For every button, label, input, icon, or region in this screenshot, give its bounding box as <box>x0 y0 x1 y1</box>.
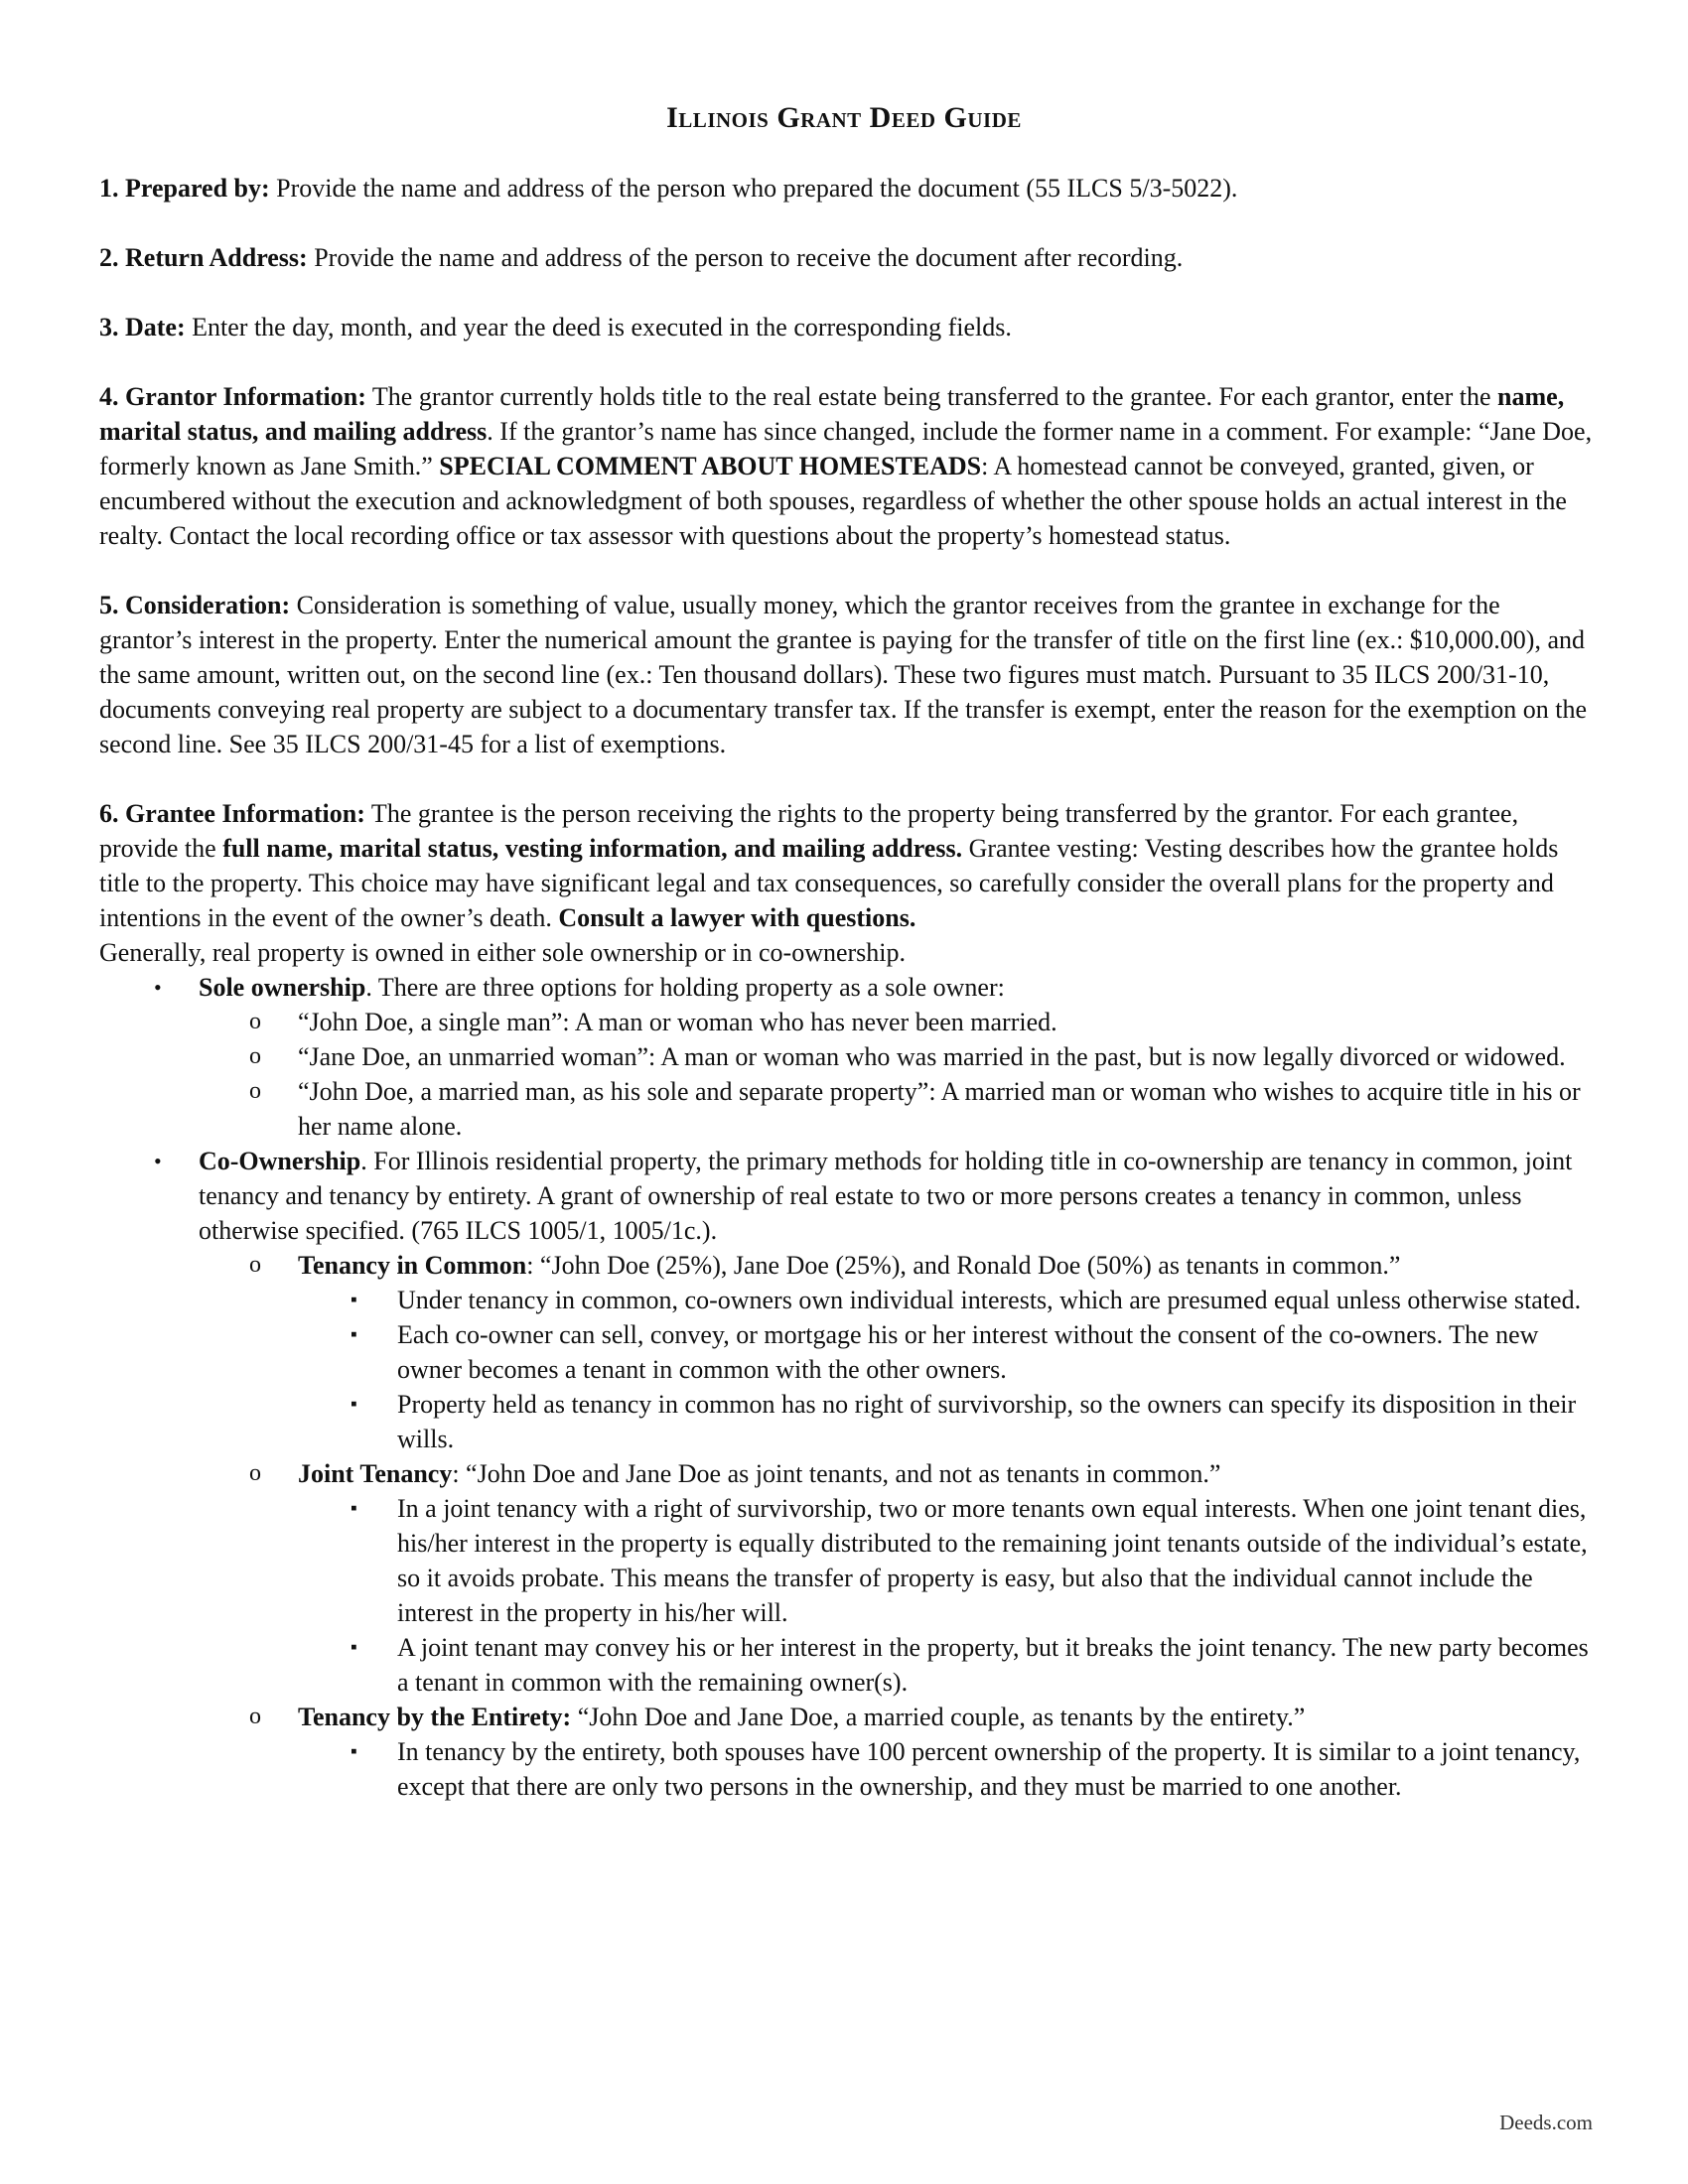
list-item-co-ownership <box>99 1144 1599 1804</box>
joint-tenancy-details <box>298 1491 1599 1700</box>
section-label: 4. Grantor Information: <box>99 382 366 411</box>
tenancy-by-entirety-details <box>298 1734 1599 1804</box>
list-item-text: Under tenancy in common, co-owners own individual interests, which are presumed equal unless otherwise stated. <box>397 1286 1582 1314</box>
section-bold-text: full name, marital status, vesting information, and mailing address. <box>222 834 963 863</box>
bullet-icon: • <box>154 975 162 1000</box>
section-text: Grantee vesting: Vesting describes how the grantee holds title to the property. This choice may have significant legal and tax consequences, so carefully consider the overall plans for the property and intentions in the event of the owner’s death. <box>99 834 1559 932</box>
list-item <box>298 1630 1599 1700</box>
circle-bullet-icon: o <box>249 1009 261 1034</box>
section-return-address <box>99 240 1599 275</box>
section-text: Provide the name and address of the person who prepared the document (55 ILCS 5/3-5022). <box>269 174 1238 203</box>
section-text: Consideration is something of value, usually money, which the grantor receives from the grantee in exchange for the grantor’s interest in the property. Enter the numerical amount the grantee is paying for the transfer of title on the first line (ex.: $10,000.00), and the same amount, written out, on the second line (ex.: Ten thousand dollars). These two figures must match. Pursuant to 35 ILCS 200/31-10, documents conveying real property are subject to a documentary transfer tax. If the transfer is exempt, enter the reason for the exemption on the second line. See 35 ILCS 200/31-45 for a list of exemptions. <box>99 591 1588 758</box>
square-bullet-icon: ▪ <box>351 1290 357 1310</box>
list-item-text: Each co-owner can sell, convey, or mortgage his or her interest without the consent of the co-owners. The new owner becomes a tenant in common with the other owners. <box>397 1320 1539 1384</box>
list-item-text: A joint tenant may convey his or her interest in the property, but it breaks the joint tenancy. The new party becomes a tenant in common with the remaining owner(s). <box>397 1633 1589 1697</box>
section-text: The grantee is the person receiving the rights to the property being transferred by the grantor. For each grantee, provide the <box>99 799 1519 863</box>
section-bold-text: name, marital status, and mailing address <box>99 382 1565 446</box>
section-text: . If the grantor’s name has since changed, include the former name in a comment. For example: “Jane Doe, formerly known as Jane Smith.” <box>99 417 1593 480</box>
list-item-label: Joint Tenancy <box>298 1459 453 1488</box>
list-item-text: Property held as tenancy in common has no right of survivorship, so the owners can specify its disposition in their wills. <box>397 1390 1577 1453</box>
ownership-list <box>99 970 1599 1804</box>
section-label: 5. Consideration: <box>99 591 291 619</box>
list-item <box>298 1387 1599 1456</box>
list-item-text: . There are three options for holding property as a sole owner: <box>365 973 1005 1002</box>
list-item <box>298 1317 1599 1387</box>
circle-bullet-icon: o <box>249 1078 261 1104</box>
circle-bullet-icon: o <box>249 1043 261 1069</box>
section-date <box>99 310 1599 344</box>
list-item-label: Sole ownership <box>199 973 366 1002</box>
list-item-label: Tenancy by the Entirety: <box>298 1703 572 1731</box>
list-item-tenancy-by-entirety <box>199 1700 1599 1804</box>
section-text: : A homestead cannot be conveyed, granted, given, or encumbered without the execution and acknowledgment of both spouses, regardless of whether the other spouse holds an actual interest in the realty. Contact the local recording office or tax assessor with questions about the property’s homestead status. <box>99 452 1567 550</box>
sole-ownership-options <box>199 1005 1599 1144</box>
footer-source: Deeds.com <box>1499 2111 1593 2134</box>
tenancy-in-common-details <box>298 1283 1599 1456</box>
section-text: The grantor currently holds title to the real estate being transferred to the grantee. For each grantor, enter the <box>365 382 1498 411</box>
list-item-tenancy-in-common <box>199 1248 1599 1456</box>
list-item <box>298 1734 1599 1804</box>
list-item-text: : “John Doe and Jane Doe as joint tenants, and not as tenants in common.” <box>452 1459 1221 1488</box>
list-item-text: In tenancy by the entirety, both spouses have 100 percent ownership of the property. It is similar to a joint tenancy, except that there are only two persons in the ownership, and they must be married to one another. <box>397 1737 1581 1801</box>
list-item <box>199 1039 1599 1074</box>
square-bullet-icon: ▪ <box>351 1324 357 1345</box>
section-grantee-information <box>99 796 1599 935</box>
list-item-text: “John Doe, a single man”: A man or woman who has never been married. <box>298 1008 1057 1036</box>
circle-bullet-icon: o <box>249 1704 261 1729</box>
list-item <box>199 1074 1599 1144</box>
section-consideration <box>99 588 1599 761</box>
square-bullet-icon: ▪ <box>351 1498 357 1519</box>
section-bold-text: Consult a lawyer with questions. <box>558 903 916 932</box>
list-item-label: Tenancy in Common <box>298 1251 527 1280</box>
list-item-sole-ownership <box>99 970 1599 1144</box>
section-text: Enter the day, month, and year the deed is executed in the corresponding fields. <box>185 313 1012 341</box>
circle-bullet-icon: o <box>249 1460 261 1486</box>
document-body <box>99 171 1599 1804</box>
list-item-text: “Jane Doe, an unmarried woman”: A man or woman who was married in the past, but is now legally divorced or widowed. <box>298 1042 1566 1071</box>
list-item <box>298 1283 1599 1317</box>
document-title: Illinois Grant Deed Guide <box>666 101 1022 134</box>
section-text: Provide the name and address of the person to receive the document after recording. <box>307 243 1184 272</box>
section-bold-text: SPECIAL COMMENT ABOUT HOMESTEADS <box>439 452 982 480</box>
list-item <box>199 1005 1599 1039</box>
list-item-joint-tenancy <box>199 1456 1599 1700</box>
section-prepared-by <box>99 171 1599 205</box>
section-label: 6. Grantee Information: <box>99 799 365 828</box>
section-label: 1. Prepared by: <box>99 174 270 203</box>
co-ownership-options <box>199 1248 1599 1804</box>
ownership-intro: Generally, real property is owned in either sole ownership or in co-ownership. <box>99 938 907 967</box>
list-item-text: “John Doe, a married man, as his sole and separate property”: A married man or woman who wishes to acquire title in his or her name alone. <box>298 1077 1581 1141</box>
square-bullet-icon: ▪ <box>351 1637 357 1658</box>
list-item-label: Co-Ownership <box>199 1147 361 1175</box>
circle-bullet-icon: o <box>249 1252 261 1278</box>
list-item-text: : “John Doe (25%), Jane Doe (25%), and Ronald Doe (50%) as tenants in common.” <box>526 1251 1401 1280</box>
section-label: 3. Date: <box>99 313 186 341</box>
list-item-text: “John Doe and Jane Doe, a married couple, as tenants by the entirety.” <box>571 1703 1306 1731</box>
square-bullet-icon: ▪ <box>351 1741 357 1762</box>
list-item-text: . For Illinois residential property, the primary methods for holding title in co-ownership are tenancy in common, joint tenancy and tenancy by entirety. A grant of ownership of real estate to two or more persons creates a tenancy in common, unless otherwise specified. (765 ILCS 1005/1, 1005/1c.). <box>199 1147 1573 1245</box>
bullet-icon: • <box>154 1149 162 1173</box>
section-label: 2. Return Address: <box>99 243 308 272</box>
list-item-text: In a joint tenancy with a right of survivorship, two or more tenants own equal interests. When one joint tenant dies, his/her interest in the property is equally distributed to the remaining joint tenants outside of the individual’s estate, so it avoids probate. This means the transfer of property is easy, but also that the individual cannot include the interest in the property in his/her will. <box>397 1494 1588 1627</box>
list-item <box>298 1491 1599 1630</box>
section-grantor-information <box>99 379 1599 553</box>
square-bullet-icon: ▪ <box>351 1394 357 1415</box>
